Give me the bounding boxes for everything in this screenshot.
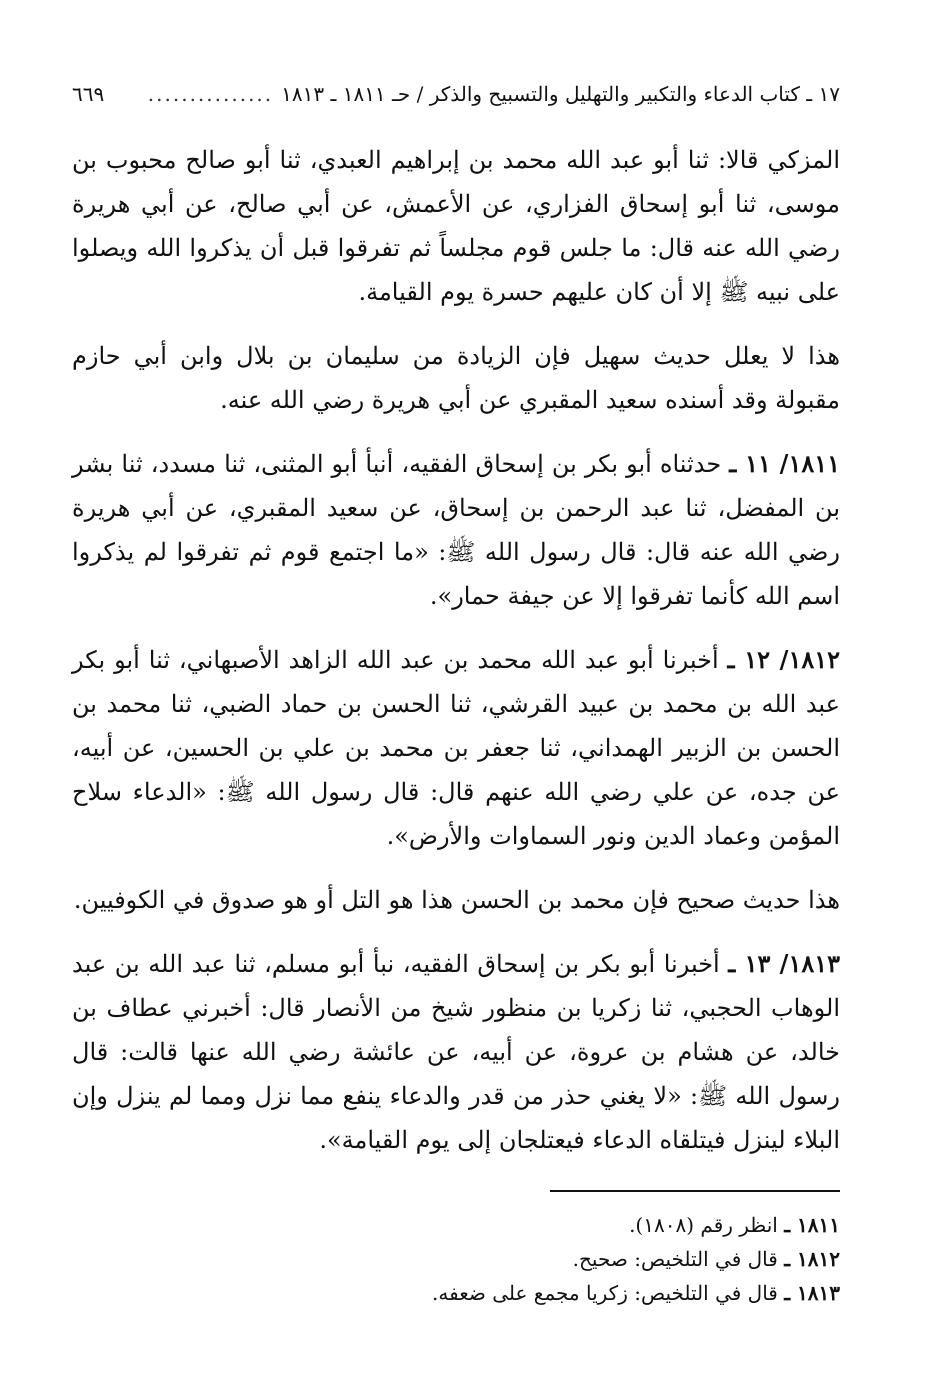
hadith-1811: [72, 442, 840, 618]
paragraph-continuation: [72, 138, 840, 314]
hadith-number: ١٨١٢/ ١٢ ـ: [727, 645, 840, 674]
header-title: ١٧ ـ كتاب الدعاء والتكبير والتهليل والتسبيح والذكر / حـ ١٨١١ ـ ١٨١٣: [281, 82, 840, 106]
paragraph-text: هذا حديث صحيح فإن محمد بن الحسن هذا هو التل أو هو صدوق في الكوفيين.: [73, 886, 840, 914]
paragraph-commentary: [72, 334, 840, 422]
footnote-text: انظر رقم (١٨٠٨).: [629, 1213, 778, 1237]
header-leader-dots: ...............: [147, 82, 274, 106]
footnote-1812: [72, 1242, 840, 1276]
hadith-number: ١٨١١/ ١١ ـ: [729, 449, 840, 478]
hadith-number: ١٨١٣/ ١٣ ـ: [728, 949, 840, 978]
main-text: [72, 138, 840, 1182]
paragraph-text: المزكي قالا: ثنا أبو عبد الله محمد بن إبراهيم العبدي، ثنا أبو صالح محبوب بن موسى، ثنا أبو إسحاق الفزاري، عن الأعمش، عن أبي صالح، عن أبي هريرة رضي الله عنه قال: ما جلس قوم مجلساً ثم تفرقوا قبل أن يذكروا الله ويصلوا على نبيه ﷺ إلا أن كان عليهم حسرة يوم القيامة.: [72, 146, 840, 306]
page-number: ٦٦٩: [72, 82, 105, 106]
paragraph-text: أخبرنا أبو بكر بن إسحاق الفقيه، نبأ أبو مسلم، ثنا عبد الله بن عبد الوهاب الحجبي، ثنا زكريا بن منظور شيخ من الأنصار قال: أخبرني عطاف بن خالد، عن هشام بن عروة، عن أبيه، عن عائشة رضي الله عنها قالت: قال رسول الله ﷺ: «لا يغني حذر من قدر والدعاء ينفع مما نزل ومما لم ينزل وإن البلاء لينزل فيتلقاه الدعاء فيعتلجان إلى يوم القيامة».: [72, 950, 841, 1154]
footnote-divider: [550, 1190, 840, 1192]
hadith-1812: [72, 638, 840, 858]
footnote-number: ١٨١٢ ـ: [784, 1247, 840, 1271]
footnote-text: قال في التلخيص: زكريا مجمع على ضعفه.: [432, 1281, 778, 1305]
paragraph-text: هذا لا يعلل حديث سهيل فإن الزيادة من سليمان بن بلال وابن أبي حازم مقبولة وقد أسنده سعيد المقبري عن أبي هريرة رضي الله عنه.: [72, 342, 840, 414]
footnote-number: ١٨١٣ ـ: [784, 1281, 840, 1305]
footnote-1811: [72, 1208, 840, 1242]
running-header: [72, 82, 840, 106]
footnote-1813: [72, 1276, 840, 1310]
footnote-number: ١٨١١ ـ: [784, 1213, 840, 1237]
paragraph-text: حدثناه أبو بكر بن إسحاق الفقيه، أنبأ أبو المثنى، ثنا مسدد، ثنا بشر بن المفضل، ثنا عبد الرحمن بن إسحاق، عن سعيد المقبري، عن أبي هريرة رضي الله عنه قال: قال رسول الله ﷺ: «ما اجتمع قوم ثم تفرقوا لم يذكروا اسم الله كأنما تفرقوا إلا عن جيفة حمار».: [72, 450, 841, 610]
hadith-1813: [72, 942, 840, 1162]
footnote-text: قال في التلخيص: صحيح.: [572, 1247, 778, 1271]
paragraph-commentary: [72, 878, 840, 922]
paragraph-text: أخبرنا أبو عبد الله محمد بن عبد الله الزاهد الأصبهاني، ثنا أبو بكر عبد الله بن محمد بن عبيد القرشي، ثنا الحسن بن حماد الضبي، ثنا محمد بن الحسن بن الزبير الهمداني، ثنا جعفر بن محمد بن علي بن الحسين، عن أبيه، عن جده، عن علي رضي الله عنهم قال: قال رسول الله ﷺ: «الدعاء سلاح المؤمن وعماد الدين ونور السماوات والأرض».: [72, 646, 840, 850]
footnotes: [72, 1208, 840, 1310]
